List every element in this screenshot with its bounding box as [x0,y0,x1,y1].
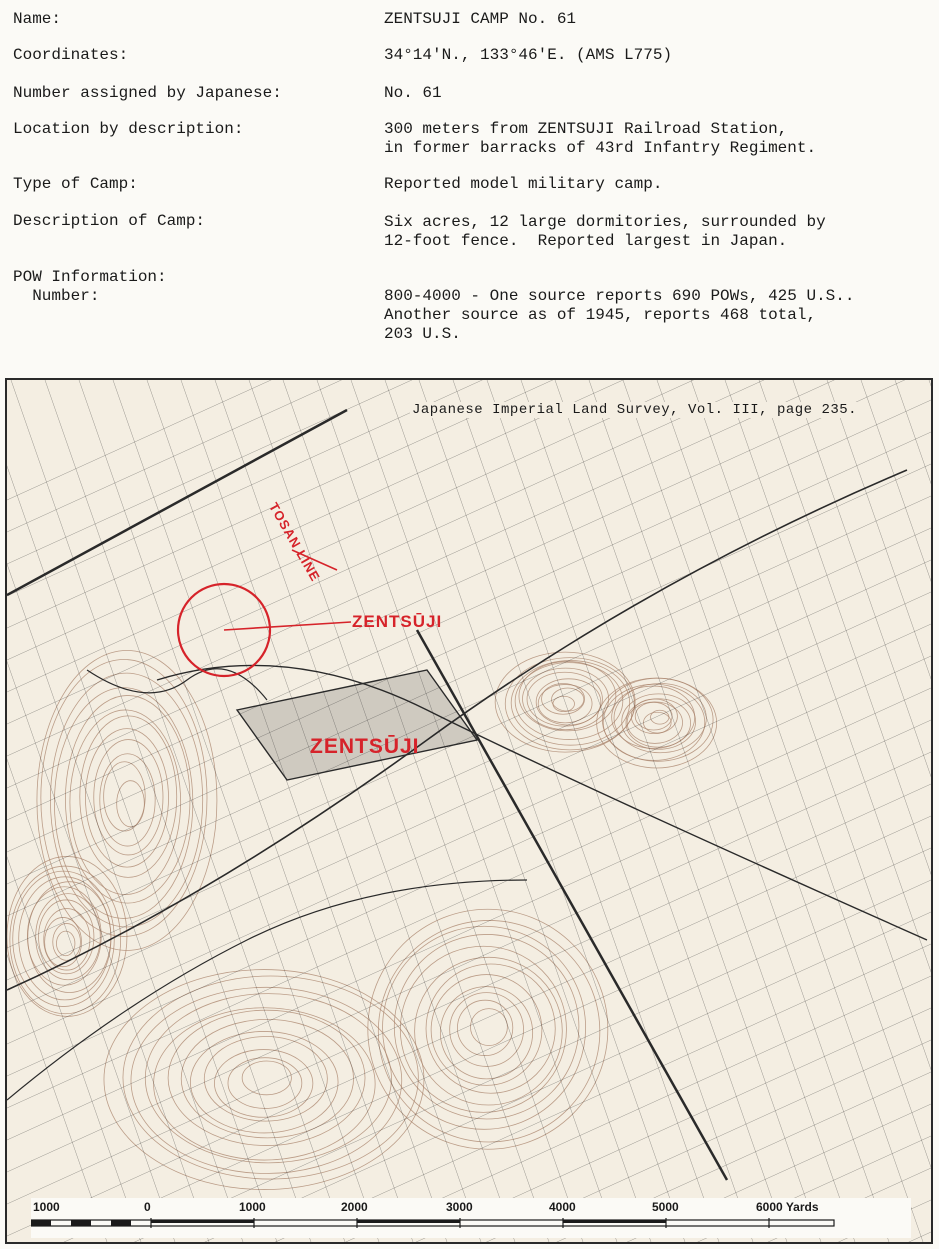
railway-line [417,630,727,1180]
field-line [181,380,481,1242]
field-line [419,380,719,1242]
contour-line [168,1010,365,1145]
contour-line [515,663,623,740]
railway-line [7,410,347,595]
field-value-description: Six acres, 12 large dormitories, surrounded by 12-foot fence. Reported largest in Japan. [384,213,826,250]
contour-line [56,931,74,956]
field-line [7,560,931,980]
field-value-name: ZENTSUJI CAMP No. 61 [384,10,577,28]
contour-line [54,688,192,919]
contour-line [104,762,146,831]
field-line [759,380,931,1242]
scale-tick-label: 4000 [549,1200,576,1214]
scale-tick-label: 0 [144,1200,151,1214]
field-label-type: Type of Camp: [13,175,138,193]
contour-line [100,754,155,846]
field-value-coordinates: 34°14'N., 133°46'E. (AMS L775) [384,46,673,64]
field-line [7,464,931,884]
field-line [7,400,931,820]
field-line [453,380,753,1242]
scale-tick-label: 1000 [239,1200,266,1214]
field-label-number-assigned: Number assigned by Japanese: [13,84,282,102]
field-label-name: Name: [13,10,62,28]
field-line [351,380,651,1242]
field-line [827,380,931,1242]
field-line [7,624,931,1044]
field-line [793,380,931,1242]
field-label-location: Location by description: [13,120,244,138]
contour-line [104,970,424,1190]
topographic-map [7,380,931,1242]
scale-tick-label: 6000 Yards [756,1200,819,1214]
contour-line [94,740,163,855]
railway-label: TOSAN LINE [266,500,324,585]
field-line [7,720,931,1140]
scale-bar-graphic [31,1218,911,1232]
field-line [249,380,549,1242]
map-caption: Japanese Imperial Land Survey, Vol. III, page 235. [412,402,858,418]
field-line [7,380,931,692]
town-label: ZENTSŪJI [310,735,420,758]
contour-line [536,679,601,725]
field-line [487,380,787,1242]
field-line [7,816,931,1236]
field-line [7,688,931,1108]
contour-line [45,917,82,966]
field-line [283,380,583,1242]
field-value-type: Reported model military camp. [384,175,663,193]
contour-line [457,1000,512,1055]
scale-tick-label: 5000 [652,1200,679,1214]
field-line [725,380,931,1242]
field-line [657,380,931,1242]
contour-line [552,688,584,711]
contour-line [635,702,672,730]
contour-line [394,934,579,1119]
camp-label: ZENTSŪJI [352,612,443,631]
contour-line [470,1009,507,1046]
contour-line [65,695,190,903]
contour-line [117,781,145,827]
field-line [895,380,931,1242]
field-line [7,380,931,724]
field-line [7,592,931,1012]
scale-tick-label: 1000 [33,1200,60,1214]
field-line [623,380,923,1242]
field-line [215,380,515,1242]
field-value-location: 300 meters from ZENTSUJI Railroad Station, in former barracks of 43rd Infantry Regiment. [384,120,817,157]
field-line [147,380,447,1242]
contour-line [50,673,202,927]
contour-line [431,975,542,1086]
field-label-coordinates: Coordinates: [13,46,129,64]
field-line [555,380,855,1242]
field-line [7,432,931,852]
field-line [7,496,931,916]
field-value-number-assigned: No. 61 [384,84,442,102]
contour-line [602,678,713,761]
field-line [11,380,311,1242]
field-line [929,380,931,1242]
field-line [7,880,931,1242]
field-line [521,380,821,1242]
scale-tick-label: 2000 [341,1200,368,1214]
field-line [45,380,345,1242]
field-line [7,380,277,1242]
field-line [7,380,175,1242]
field-line [589,380,889,1242]
contour-line [228,1058,302,1109]
scale-bar [31,1198,911,1238]
field-value-pow-number: 800-4000 - One source reports 690 POWs, 425 U.S.. Another source as of 1945, reports 468 total, 203 U.S. [384,287,855,343]
field-label-description: Description of Camp: [13,212,206,230]
contour-line [415,957,563,1105]
field-line [317,380,617,1242]
field-line [7,380,931,788]
field-line [113,380,413,1242]
camp-pointer [224,622,351,630]
contour-line [123,976,418,1179]
field-label-pow-information: POW Information: Number: [13,268,167,305]
contour-line [523,668,609,730]
field-line [691,380,931,1242]
map-frame [5,378,933,1244]
scale-tick-label: 3000 [446,1200,473,1214]
